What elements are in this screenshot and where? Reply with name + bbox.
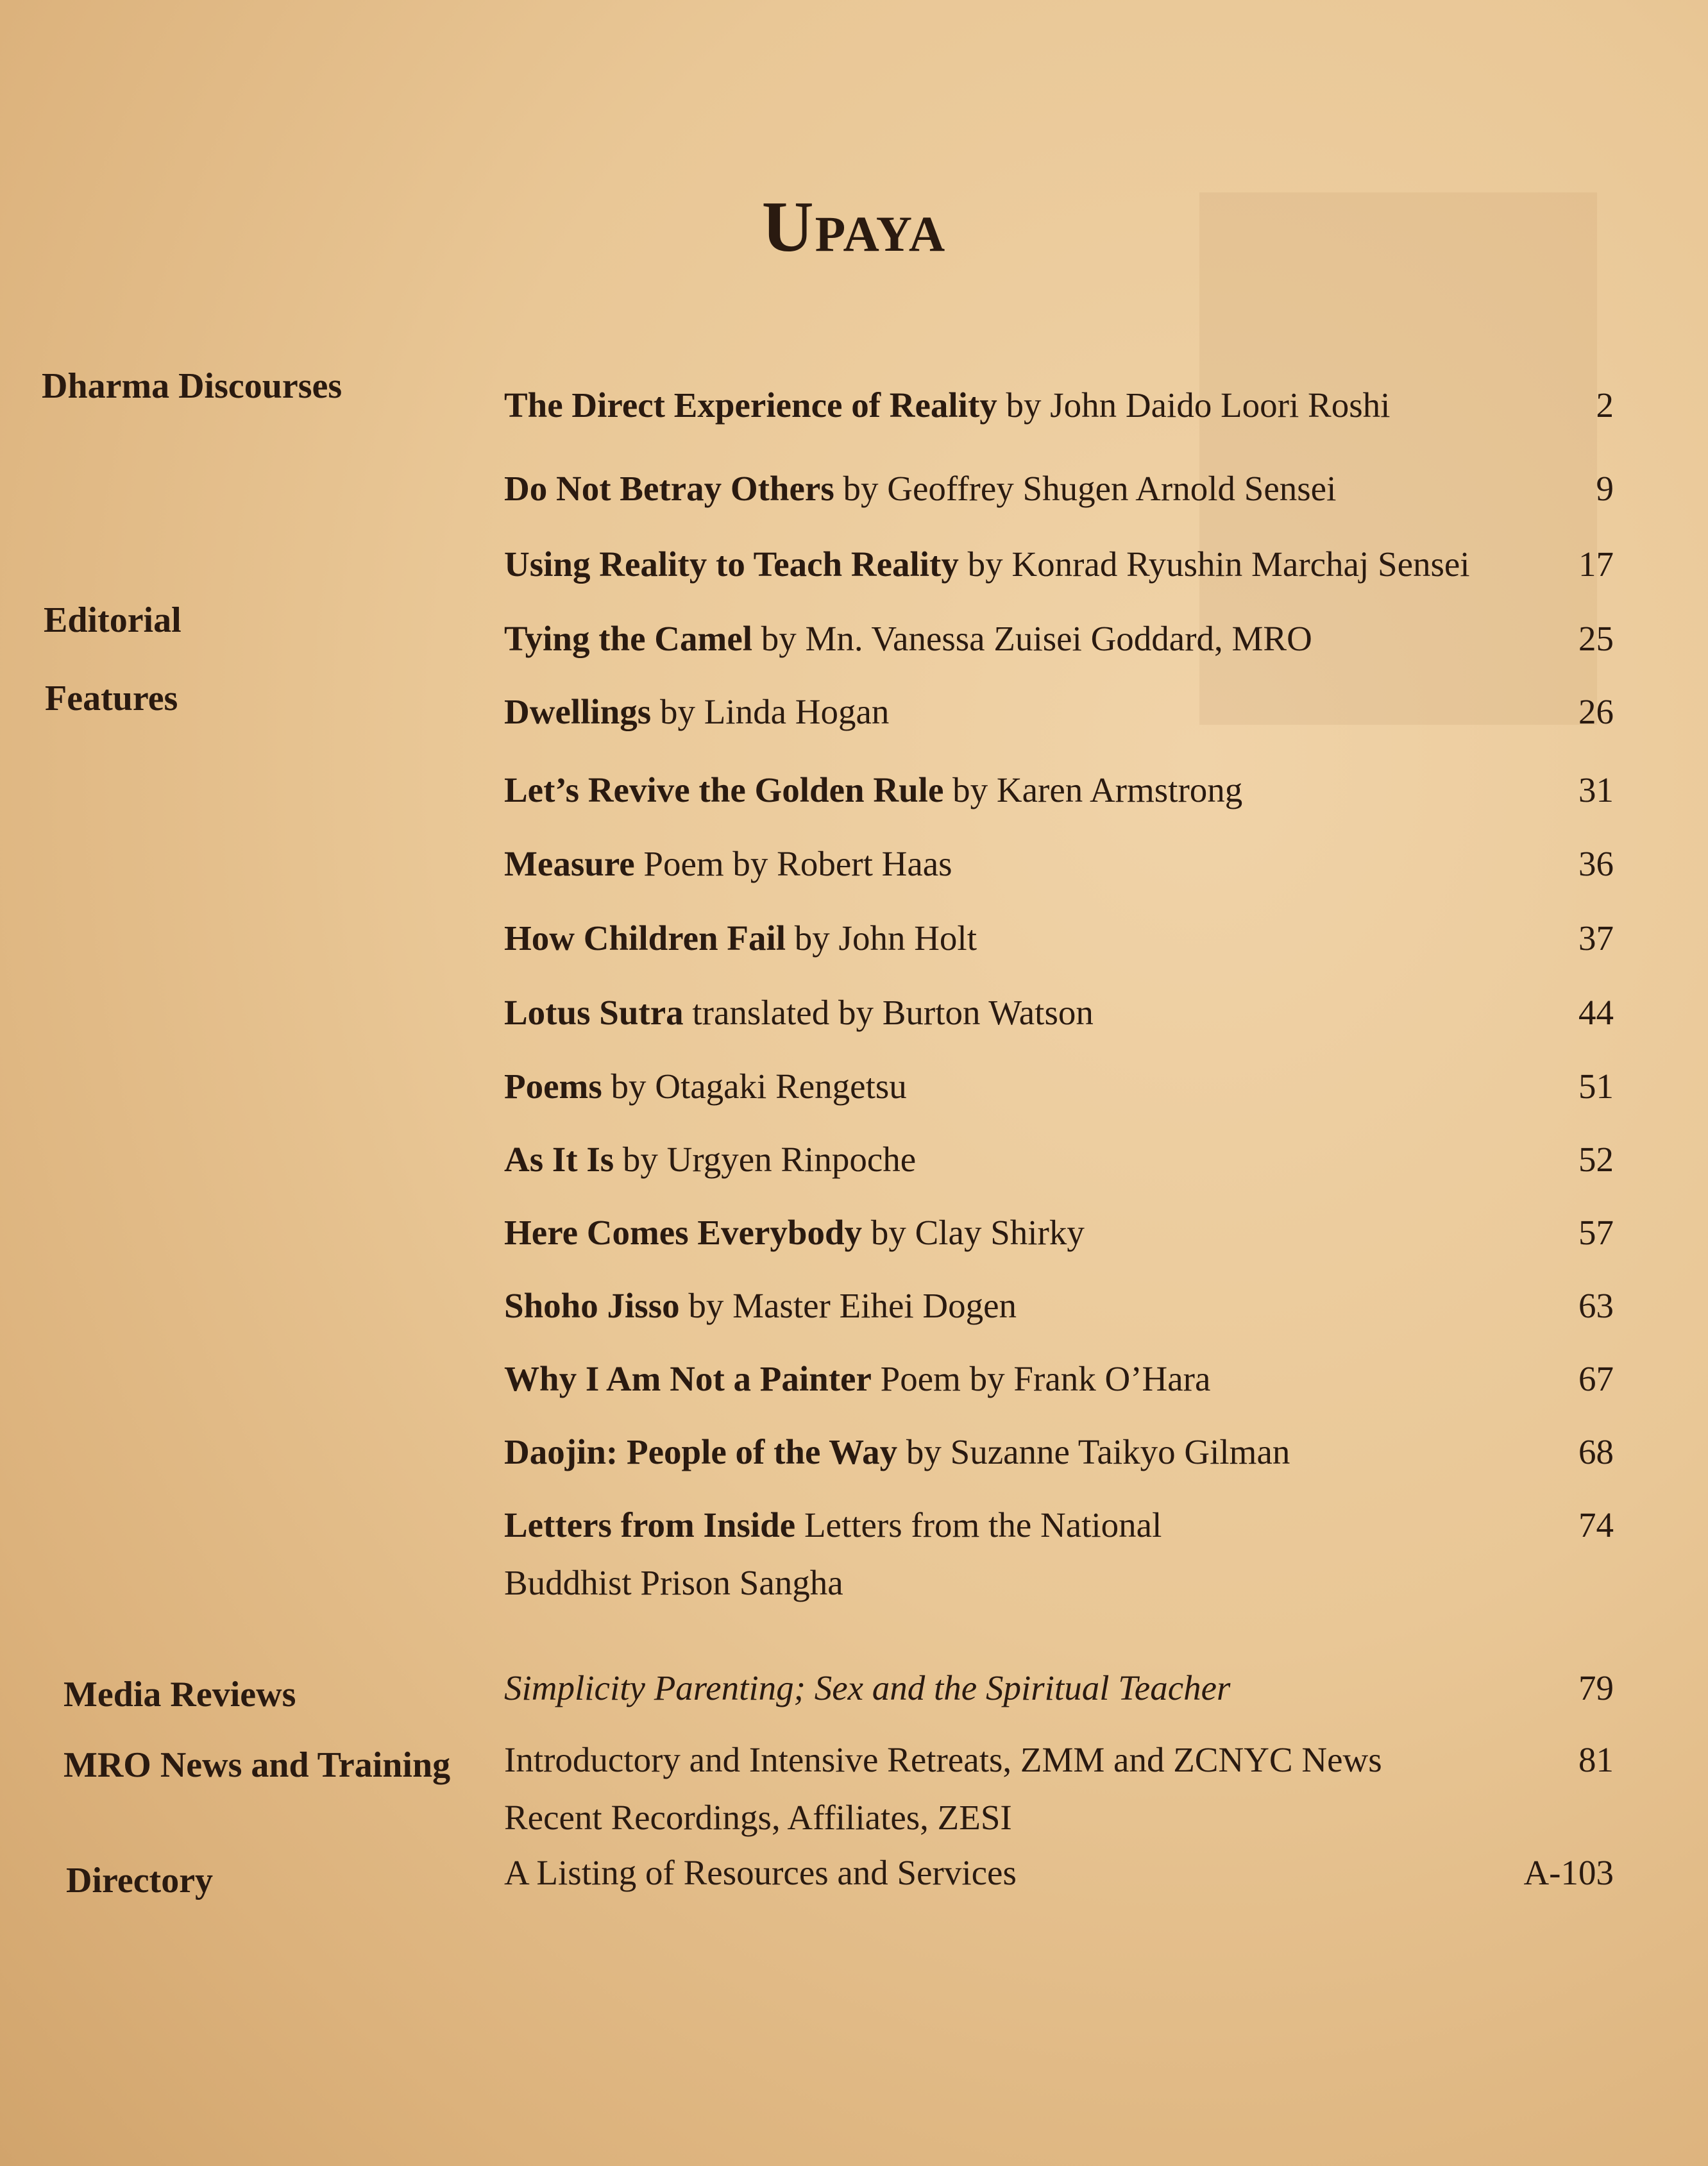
mro-news-text: Introductory and Intensive Retreats, ZMM and ZCNYC News [504, 1740, 1382, 1779]
entry-page: 57 [1578, 1213, 1614, 1252]
entry-page: 31 [1578, 770, 1614, 809]
entry-title: How Children Fail [504, 918, 786, 958]
entry-page: 9 [1596, 469, 1614, 508]
toc-entry-continuation [504, 1562, 1614, 1603]
entry-page: 25 [1578, 619, 1614, 658]
entry-byline: by Karen Armstrong [952, 770, 1243, 809]
entry-byline: by Clay Shirky [870, 1213, 1085, 1252]
entry-title: Shoho Jisso [504, 1286, 680, 1325]
mro-news-text: Recent Recordings, Affiliates, ZESI [504, 1798, 1012, 1837]
entry-title: Do Not Betray Others [504, 469, 834, 508]
toc-entry [504, 544, 1614, 584]
section-mro-news: MRO News and Training [63, 1745, 451, 1785]
toc-entry [504, 1139, 1614, 1180]
toc-entry [504, 618, 1614, 659]
directory-entry [504, 1852, 1614, 1893]
entry-byline: by Mn. Vanessa Zuisei Goddard, MRO [761, 619, 1312, 658]
section-directory: Directory [66, 1861, 214, 1900]
entry-page: 2 [1596, 385, 1614, 425]
toc-entry [504, 1358, 1614, 1399]
mro-news-entry [504, 1739, 1614, 1780]
entry-page: 44 [1578, 993, 1614, 1032]
entry-title: Tying the Camel [504, 619, 753, 658]
toc-entry [504, 468, 1614, 509]
entry-title: The Direct Experience of Reality [504, 385, 997, 425]
toc-entry [504, 1505, 1614, 1545]
entry-page: 37 [1578, 918, 1614, 958]
entry-byline: by Linda Hogan [659, 692, 890, 731]
entry-page: 52 [1578, 1140, 1614, 1179]
entry-page: 63 [1578, 1286, 1614, 1325]
media-reviews-entry [504, 1668, 1614, 1708]
section-features: Features [45, 679, 178, 718]
entry-title: Daojin: People of the Way [504, 1432, 898, 1471]
entry-title: Poems [504, 1067, 602, 1106]
entry-title: Using Reality to Teach Reality [504, 545, 959, 584]
page-title: Upaya [761, 187, 947, 267]
entry-byline: by Master Eihei Dogen [688, 1286, 1017, 1325]
entry-byline: by John Daido Loori Roshi [1006, 385, 1391, 425]
entry-byline: by Suzanne Taikyo Gilman [906, 1432, 1290, 1471]
entry-page: 68 [1578, 1432, 1614, 1471]
entry-title: Why I Am Not a Painter [504, 1359, 872, 1398]
entry-title: Letters from Inside [504, 1505, 796, 1544]
mro-news-entry-line2 [504, 1797, 1614, 1838]
toc-entry [504, 918, 1614, 958]
toc-entry [504, 691, 1614, 732]
entry-title: Here Comes Everybody [504, 1213, 863, 1252]
entry-byline: by John Holt [794, 918, 977, 958]
entry-byline: Buddhist Prison Sangha [504, 1563, 843, 1602]
section-dharma-discourses: Dharma Discourses [42, 366, 342, 406]
section-media-reviews: Media Reviews [63, 1675, 296, 1714]
section-editorial: Editorial [44, 600, 182, 640]
entry-title: Measure [504, 844, 635, 883]
entry-title: As It Is [504, 1140, 614, 1179]
entry-byline: Poem by Frank O’Hara [880, 1359, 1211, 1398]
directory-text: A Listing of Resources and Services [504, 1853, 1017, 1892]
entry-byline: by Konrad Ryushin Marchaj Sensei [967, 545, 1470, 584]
toc-entry [504, 1066, 1614, 1106]
entry-page: 74 [1578, 1505, 1614, 1544]
entry-page: 17 [1578, 545, 1614, 584]
entry-page: 51 [1578, 1067, 1614, 1106]
entry-byline: translated by Burton Watson [692, 993, 1094, 1032]
toc-entry [504, 843, 1614, 884]
entry-page: 36 [1578, 844, 1614, 883]
entry-title: Let’s Revive the Golden Rule [504, 770, 944, 809]
entry-page: 81 [1578, 1740, 1614, 1779]
entry-title: Dwellings [504, 692, 652, 731]
entry-byline: by Urgyen Rinpoche [622, 1140, 917, 1179]
toc-entry [504, 770, 1614, 810]
entry-byline: by Otagaki Rengetsu [611, 1067, 907, 1106]
toc-entry [504, 385, 1614, 425]
toc-entry [504, 1432, 1614, 1472]
entry-byline: Poem by Robert Haas [643, 844, 952, 883]
entry-title: Lotus Sutra [504, 993, 684, 1032]
entry-byline: by Geoffrey Shugen Arnold Sensei [843, 469, 1337, 508]
entry-page: 67 [1578, 1359, 1614, 1398]
media-reviews-text: Simplicity Parenting; Sex and the Spiritual Teacher [504, 1668, 1231, 1707]
entry-page: 26 [1578, 692, 1614, 731]
entry-page: A-103 [1523, 1853, 1614, 1892]
entry-byline: Letters from the National [804, 1505, 1162, 1544]
entry-page: 79 [1578, 1668, 1614, 1707]
toc-entry [504, 992, 1614, 1033]
toc-entry [504, 1285, 1614, 1326]
toc-entry [504, 1212, 1614, 1253]
